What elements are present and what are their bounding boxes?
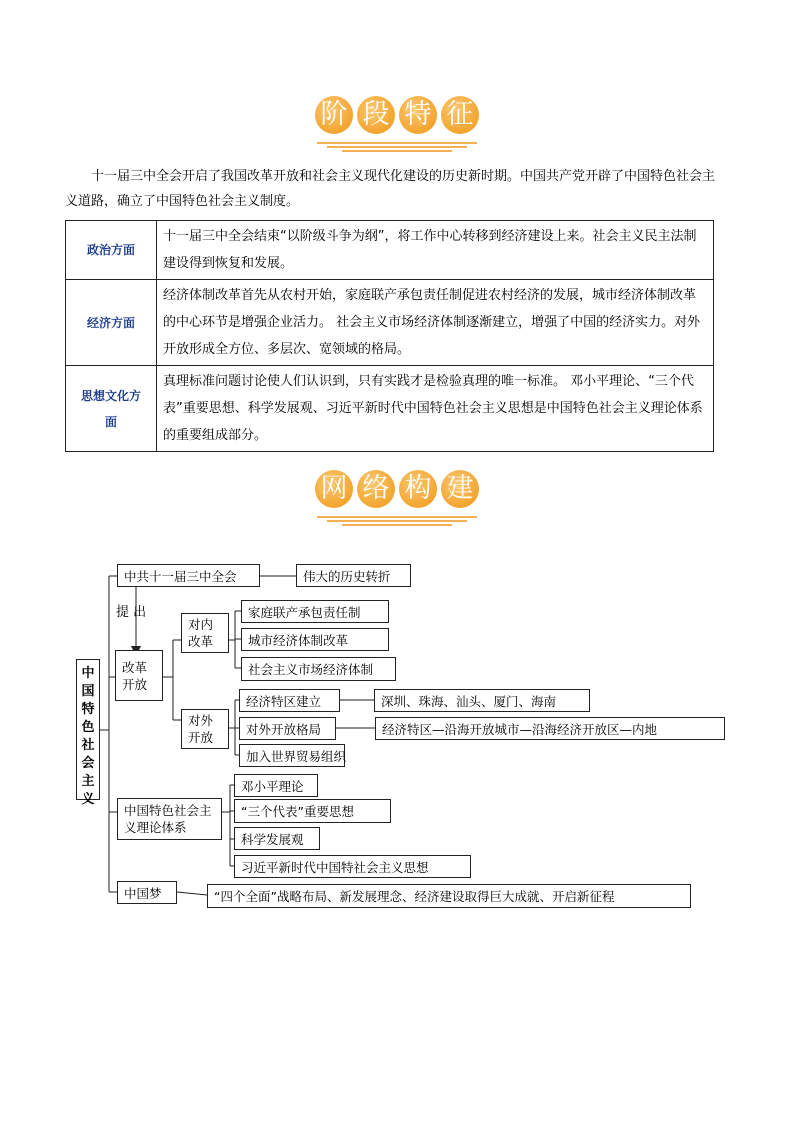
banner-char: 建 (441, 470, 479, 508)
banner-char: 段 (357, 96, 395, 134)
special-zones-node: 深圳、珠海、汕头、厦门、海南 (374, 689, 590, 712)
external-item: 加入世界贸易组织 (239, 744, 345, 767)
china-dream-node: 中国梦 (117, 881, 177, 904)
reform-node (115, 650, 163, 701)
content-cell: 真理标准问题讨论使人们认识到，只有实践才是检验真理的唯一标准。 邓小平理论、“三个代表”重要思想、科学发展观、习近平新时代中国特色社会主义思想是中国特色社会主义理论体系的重要组成部分。 (157, 366, 714, 452)
china-dream-desc: “四个全面”战略布局、新发展理念、经济建设取得巨大成就、开启新征程 (207, 884, 691, 908)
external-opening-node (181, 709, 229, 749)
aspect-cell: 经济方面 (66, 280, 157, 366)
reform-label: 改革开放 (122, 659, 148, 692)
content-cell: 经济体制改革首先从农村开始，家庭联产承包责任制促进农村经济的发展，城市经济体制改革的中心环节是增强企业活力。 社会主义市场经济体制逐渐建立，增强了中国的经济实力。对外开放形成全方位、多层次、宽领域的格局。 (157, 280, 714, 366)
aspect-cell: 思想文化方面 (66, 366, 157, 452)
propose-label: 提 出 (116, 605, 147, 620)
theory-item: 习近平新时代中国特社会主义思想 (234, 855, 471, 878)
banner-char: 征 (441, 96, 479, 134)
content-cell: 十一届三中全会结束“以阶级斗争为纲”，将工作中心转移到经济建设上来。社会主义民主法制建设得到恢复和发展。 (157, 221, 714, 280)
banner-char: 特 (399, 96, 437, 134)
banner-char: 阶 (315, 96, 353, 134)
opening-pattern-node: 经济特区—沿海开放城市—沿海经济开放区—内地 (375, 717, 725, 740)
root-node: 中国特色社会主义 (76, 659, 100, 800)
external-label: 对外开放 (188, 713, 214, 745)
plenum-node: 中共十一届三中全会 (117, 564, 260, 587)
turning-point-node: 伟大的历史转折 (296, 564, 411, 587)
theory-system-node (117, 798, 222, 840)
internal-label: 对内改革 (188, 617, 214, 649)
theory-label: 中国特色社会主义理论体系 (124, 803, 212, 835)
internal-item: 社会主义市场经济体制 (241, 657, 396, 681)
intro-paragraph: 十一届三中全会开启了我国改革开放和社会主义现代化建设的历史新时期。中国共产党开辟了中国特色社会主义道路，确立了中国特色社会主义制度。 (65, 169, 716, 209)
theory-item: 邓小平理论 (234, 774, 318, 797)
banner-char: 构 (399, 470, 437, 508)
internal-item: 家庭联产承包责任制 (241, 600, 389, 623)
internal-reform-node (181, 613, 229, 653)
external-item: 对外开放格局 (239, 717, 336, 740)
internal-item: 城市经济体制改革 (241, 628, 389, 651)
banner-char: 网 (315, 470, 353, 508)
external-item: 经济特区建立 (239, 689, 340, 712)
theory-item: 科学发展观 (234, 827, 320, 850)
banner-char: 络 (357, 470, 395, 508)
aspect-cell: 政治方面 (66, 221, 157, 280)
theory-item: “三个代表”重要思想 (234, 799, 391, 823)
